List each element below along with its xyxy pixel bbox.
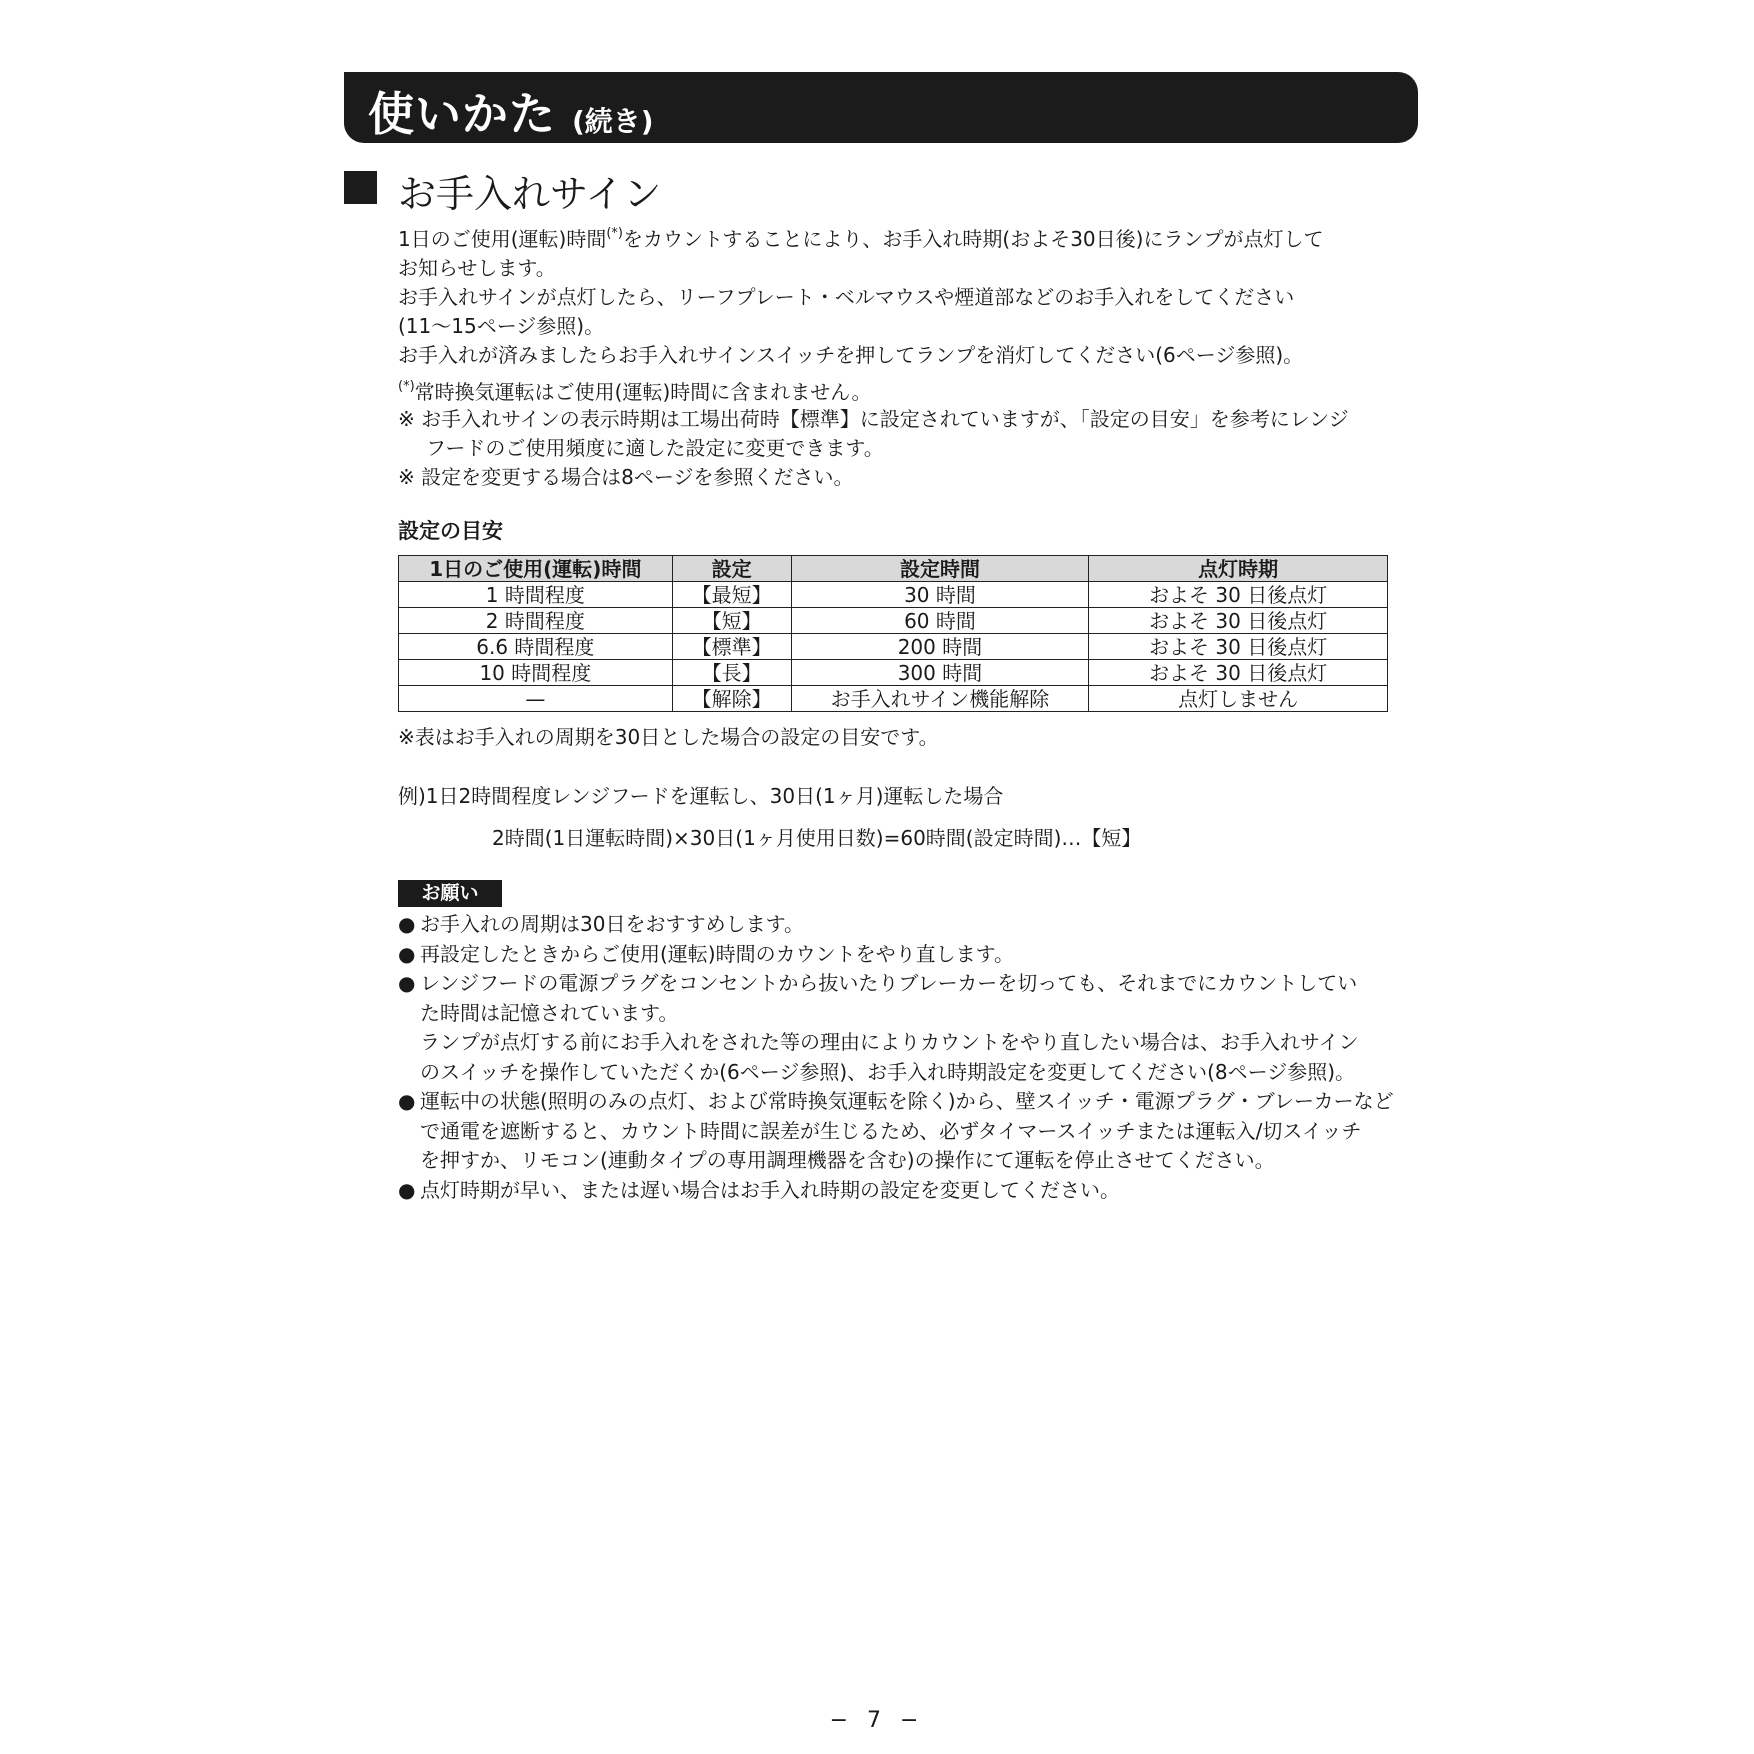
- section-title: お手入れサイン: [398, 172, 662, 216]
- bullet-icon: ●: [398, 971, 416, 995]
- list-item: [398, 969, 1418, 1087]
- intro-line: お手入れが済みましたらお手入れサインスイッチを押してランプを消灯してください(6ページ参照)。: [398, 343, 1304, 367]
- square-bullet-icon: [344, 171, 377, 204]
- list-item: [398, 910, 1418, 940]
- table-cell: お手入れサイン機能解除: [791, 686, 1089, 712]
- list-item-text: 運転中の状態(照明のみの点灯、および常時換気運転を除く)から、壁スイッチ・電源プラグ・ブレーカーなど: [420, 1089, 1394, 1113]
- table-cell: およそ 30 日後点灯: [1089, 660, 1388, 686]
- note-line: フードのご使用頻度に適した設定に変更できます。: [426, 436, 884, 460]
- example-line-2: 2時間(1日運転時間)×30日(1ヶ月使用日数)=60時間(設定時間)…【短】: [492, 826, 1142, 850]
- intro-line: [398, 219, 1418, 254]
- bullet-icon: ●: [398, 941, 416, 966]
- table-header: 設定: [672, 556, 791, 582]
- footnote-marker: (*): [398, 379, 415, 394]
- table-cell: 【標準】: [672, 634, 791, 660]
- table-cell: 30 時間: [791, 582, 1089, 608]
- bullet-icon: ●: [398, 1177, 416, 1202]
- table-cell: およそ 30 日後点灯: [1089, 608, 1388, 634]
- list-item: [398, 940, 1418, 970]
- table-cell: 点灯しません: [1089, 686, 1388, 712]
- list-item-text: た時間は記憶されています。: [420, 1000, 679, 1025]
- request-label: お願い: [398, 880, 502, 907]
- list-item-text: ランプが点灯する前にお手入れをされた等の理由によりカウントをやり直したい場合は、お手入れサイン: [420, 1030, 1359, 1054]
- table-cell: 60 時間: [791, 608, 1089, 634]
- list-item: [398, 1176, 1418, 1206]
- table-heading: 設定の目安: [398, 519, 503, 543]
- intro-line: お手入れサインが点灯したら、リーフプレート・ベルマウスや煙道部などのお手入れをしてください: [398, 285, 1295, 309]
- list-item: [398, 1087, 1418, 1176]
- intro-line-1a: 1日のご使用(運転)時間: [398, 227, 607, 251]
- note-line: ※ お手入れサインの表示時期は工場出荷時【標準】に設定されていますが、「設定の目安」を参考にレンジ: [398, 407, 1349, 431]
- intro-line: (11〜15ページ参照)。: [398, 314, 605, 338]
- table-cell: 2 時間程度: [399, 608, 673, 634]
- table-row: [399, 634, 1388, 660]
- table-footnote: ※表はお手入れの周期を30日とした場合の設定の目安です。: [398, 725, 939, 749]
- table-cell: 【短】: [672, 608, 791, 634]
- table-header: 設定時間: [791, 556, 1089, 582]
- intro-text: [398, 219, 1418, 370]
- bullet-icon: ●: [398, 912, 416, 936]
- page-number: − 7 −: [829, 1708, 925, 1733]
- table-row: [399, 660, 1388, 686]
- note-line: ※ 設定を変更する場合は8ページを参照ください。: [398, 465, 854, 489]
- table-header-row: [399, 556, 1388, 582]
- table-cell: 10 時間程度: [399, 660, 673, 686]
- list-item-text: お手入れの周期は30日をおすすめします。: [420, 912, 805, 936]
- request-list: [398, 910, 1418, 1205]
- footnote-marker: (*): [606, 226, 623, 241]
- intro-line: お知らせします。: [398, 256, 556, 280]
- table-cell: —: [399, 686, 673, 712]
- page-title: 使いかた: [368, 87, 556, 141]
- table-cell: 300 時間: [791, 660, 1089, 686]
- list-item-text: を押すか、リモコン(連動タイプの専用調理機器を含む)の操作にて運転を停止させてください。: [420, 1148, 1275, 1172]
- table-cell: 1 時間程度: [399, 582, 673, 608]
- table-cell: 200 時間: [791, 634, 1089, 660]
- list-item-text: レンジフードの電源プラグをコンセントから抜いたりブレーカーを切っても、それまでにカウントしてい: [420, 971, 1358, 995]
- table-header: 点灯時期: [1089, 556, 1388, 582]
- table-row: [399, 608, 1388, 634]
- asterisk-note: [398, 372, 1418, 407]
- list-item-text: のスイッチを操作していただくか(6ページ参照)、お手入れ時期設定を変更してください(8ページ参照)。: [420, 1059, 1356, 1084]
- asterisk-note-text: 常時換気運転はご使用(運転)時間に含まれません。: [414, 380, 872, 404]
- bullet-icon: ●: [398, 1089, 416, 1113]
- page-subtitle: (続き): [572, 105, 654, 138]
- settings-table: [398, 555, 1388, 712]
- table-row: [399, 686, 1388, 712]
- table-cell: 【解除】: [672, 686, 791, 712]
- list-item-text: 点灯時期が早い、または遅い場合はお手入れ時期の設定を変更してください。: [420, 1177, 1120, 1202]
- table-row: [399, 582, 1388, 608]
- notes: [398, 405, 1418, 492]
- table-cell: およそ 30 日後点灯: [1089, 634, 1388, 660]
- page-title-bar: [344, 72, 1418, 143]
- table-cell: 【最短】: [672, 582, 791, 608]
- table-cell: 【長】: [672, 660, 791, 686]
- list-item-text: 再設定したときからご使用(運転)時間のカウントをやり直します。: [420, 941, 1015, 966]
- table-cell: 6.6 時間程度: [399, 634, 673, 660]
- table-header: 1日のご使用(運転)時間: [399, 556, 673, 582]
- table-cell: およそ 30 日後点灯: [1089, 582, 1388, 608]
- example-line-1: 例)1日2時間程度レンジフードを運転し、30日(1ヶ月)運転した場合: [398, 784, 1004, 808]
- list-item-text: で通電を遮断すると、カウント時間に誤差が生じるため、必ずタイマースイッチまたは運転入/切スイッチ: [420, 1118, 1362, 1143]
- intro-line-1b: をカウントすることにより、お手入れ時期(およそ30日後)にランプが点灯して: [623, 227, 1324, 251]
